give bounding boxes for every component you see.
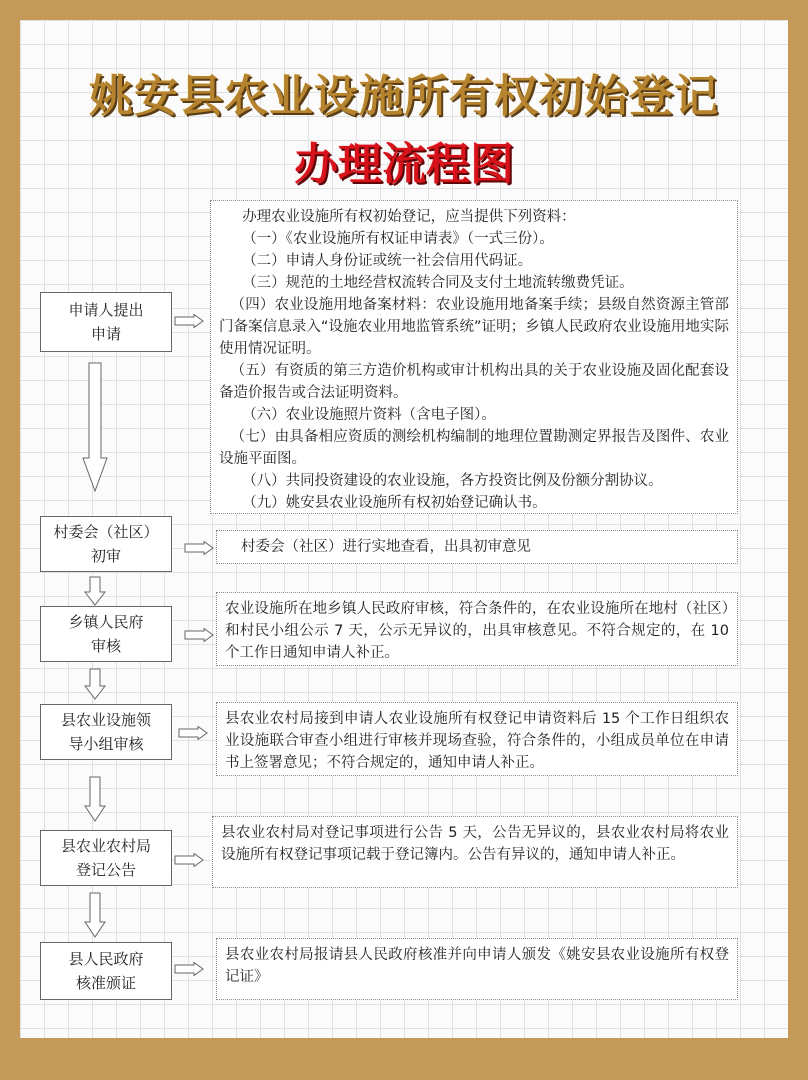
right-arrow-icon <box>174 853 204 867</box>
step-county-group-review-box <box>40 704 172 760</box>
step-county-group-label-2: 导小组审核 <box>68 735 144 753</box>
down-arrow-icon <box>84 576 106 606</box>
step-county-bureau-label-1: 县农业农村局 <box>60 837 151 855</box>
step-county-group-label-1: 县农业设施领 <box>60 711 151 729</box>
detail-line: 县农业农村局报请县人民政府核准并向申请人颁发《姚安县农业设施所有权登记证》 <box>225 947 729 985</box>
down-arrow-icon <box>82 362 108 492</box>
detail-line: 村委会（社区）进行实地查看，出具初审意见 <box>241 539 531 555</box>
detail-line: （六）农业设施照片资料（含电子图）。 <box>242 407 496 423</box>
step-village-review-box <box>40 516 172 572</box>
right-arrow-icon <box>184 628 214 642</box>
step-apply-label-1: 申请人提出 <box>68 301 144 319</box>
detail-line: （一）《农业设施所有权证申请表》（一式三份）。 <box>242 231 554 247</box>
step-county-bureau-detail <box>212 816 738 888</box>
detail-line: （五）有资质的第三方造价机构或审计机构出具的关于农业设施及固化配套设备造价报告或合法证明资料。 <box>219 363 729 401</box>
detail-line: （八）共同投资建设的农业设施，各方投资比例及份额分割协议。 <box>242 473 663 489</box>
detail-line: 县农业农村局对登记事项进行公告 5 天，公告无异议的，县农业农村局将农业设施所有权登记事项记载于登记簿内。公告有异议的，通知申请人补正。 <box>221 825 729 863</box>
right-arrow-icon <box>178 726 208 740</box>
step-apply-box <box>40 292 172 352</box>
detail-line: （九）姚安县农业设施所有权初始登记确认书。 <box>242 495 547 511</box>
step-county-government-label-2: 核准颁证 <box>75 974 136 992</box>
right-arrow-icon <box>174 962 204 976</box>
detail-line: （四）农业设施用地备案材料：农业设施用地备案手续；县级自然资源主管部门备案信息录入“设施农业用地监管系统”证明；乡镇人民政府农业设施用地实际使用情况证明。 <box>219 297 729 357</box>
down-arrow-icon <box>84 776 106 822</box>
page-title: 姚安县农业设施所有权初始登记 <box>89 71 719 122</box>
detail-line: 县农业农村局接到申请人农业设施所有权登记申请资料后 15 个工作日组织农业设施联合审查小组进行审核并现场查验，符合条件的，小组成员单位在申请书上签署意见；不符合规定的，通知申请人补正。 <box>225 711 729 771</box>
step-village-detail <box>216 530 738 564</box>
detail-line: 农业设施所在地乡镇人民政府审核，符合条件的，在农业设施所在地村（社区）和村民小组公示 7 天，公示无异议的，出具审核意见。不符合规定的，在 10 个工作日通知申请人补正。 <box>225 601 729 661</box>
step-county-government-label-1: 县人民政府 <box>68 950 144 968</box>
down-arrow-icon <box>84 668 106 700</box>
detail-line: （三）规范的土地经营权流转合同及支付土地流转缴费凭证。 <box>242 275 634 291</box>
down-arrow-icon <box>84 892 106 938</box>
step-county-government-approval-box <box>40 942 172 1000</box>
step-township-label-2: 审核 <box>90 637 121 655</box>
step-township-review-box <box>40 606 172 662</box>
step-township-label-1: 乡镇人民府 <box>68 613 144 631</box>
step-village-label-1: 村委会（社区） <box>53 523 159 541</box>
step-county-bureau-notice-box <box>40 830 172 886</box>
right-arrow-icon <box>174 314 204 328</box>
right-arrow-icon <box>184 541 214 555</box>
detail-line: 办理农业设施所有权初始登记，应当提供下列资料： <box>242 209 576 225</box>
page-subtitle: 办理流程图 <box>294 139 514 190</box>
step-apply-detail <box>210 200 738 514</box>
step-township-detail <box>216 592 738 666</box>
step-county-government-detail <box>216 938 738 1000</box>
step-village-label-2: 初审 <box>90 547 121 565</box>
detail-line: （二）申请人身份证或统一社会信用代码证。 <box>242 253 533 269</box>
step-apply-label-2: 申请 <box>90 325 121 343</box>
step-county-group-detail <box>216 702 738 776</box>
detail-line: （七）由具备相应资质的测绘机构编制的地理位置勘测定界报告及图件、农业设施平面图。 <box>219 429 729 467</box>
step-county-bureau-label-2: 登记公告 <box>75 861 136 879</box>
